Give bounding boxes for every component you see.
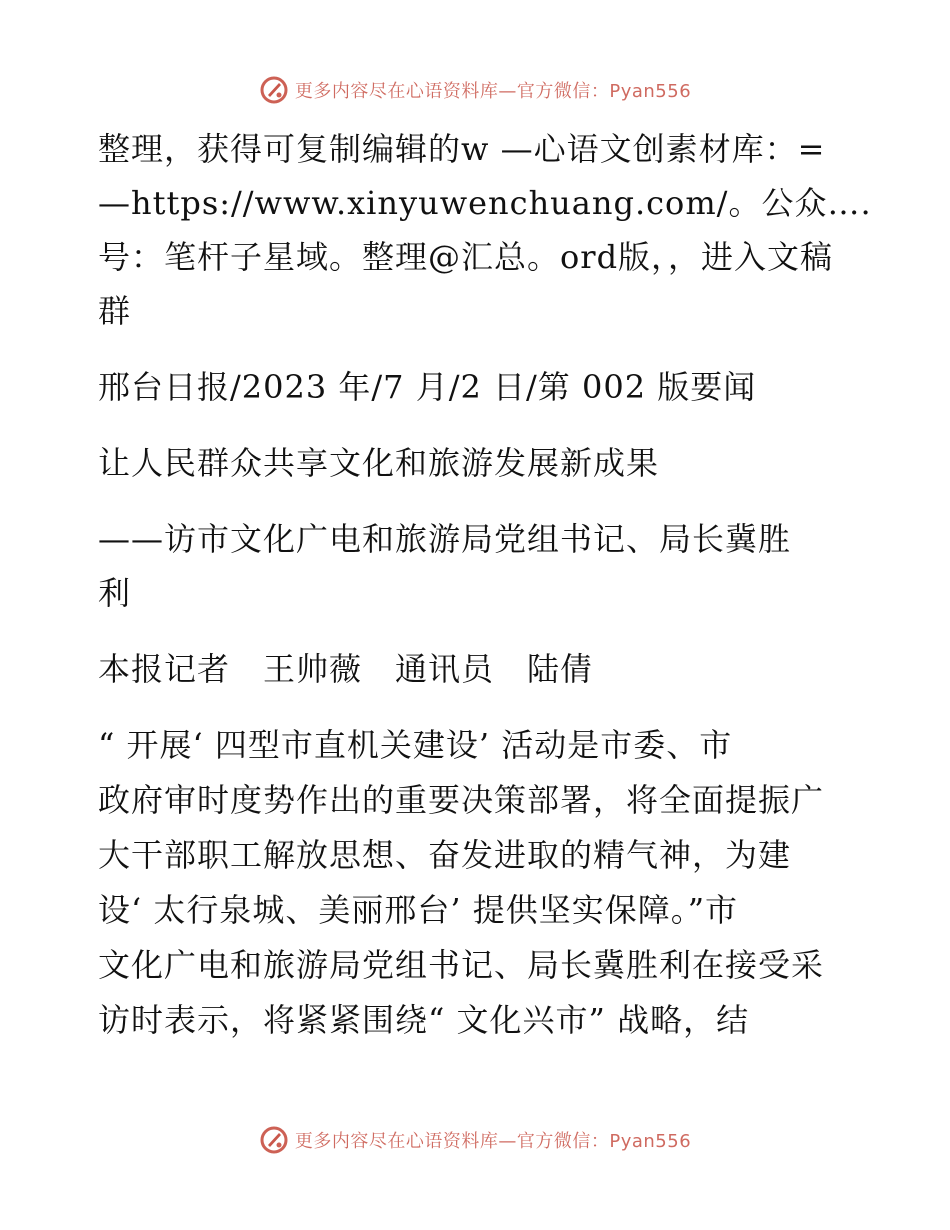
header-note-line: 群 <box>98 292 132 330</box>
header-note-line: —https://www.xinyuwenchuang.com/。公众…. <box>98 184 872 222</box>
paragraph-line: 访时表示，将紧紧围绕“ 文化兴市” 战略，结 <box>98 1001 750 1039</box>
subtitle-line: ——访市文化广电和旅游局党组书记、局长冀胜 <box>98 520 792 558</box>
source-line: 邢台日报/2023 年/7 月/2 日/第 002 版要闻 <box>98 368 757 406</box>
xinyu-logo-icon <box>259 75 289 105</box>
article-title-block <box>98 436 858 490</box>
paragraph-line: “ 开展‘ 四型市直机关建设’ 活动是市委、市 <box>98 726 733 764</box>
bottom-watermark-banner <box>0 1120 950 1160</box>
header-note <box>98 122 872 338</box>
body-paragraph <box>98 718 858 1048</box>
top-watermark-banner <box>0 70 950 110</box>
article-title: 让人民群众共享文化和旅游发展新成果 <box>98 444 660 482</box>
paragraph-line: 文化广电和旅游局党组书记、局长冀胜利在接受采 <box>98 946 825 984</box>
subtitle-line: 利 <box>98 574 132 612</box>
xinyu-logo-icon <box>259 1125 289 1155</box>
article-subtitle <box>98 512 858 620</box>
source-info <box>98 360 858 414</box>
document-body <box>98 122 872 1048</box>
byline-block <box>98 642 858 696</box>
byline: 本报记者 王帅薇 通讯员 陆倩 <box>98 650 594 688</box>
header-note-line: 号：笔杆子星域。整理@汇总。ord版，，进入文稿 <box>98 238 834 276</box>
watermark-text: 更多内容尽在心语资料库—官方微信：Pyan556 <box>294 81 692 102</box>
paragraph-line: 设‘ 太行泉城、美丽邢台’ 提供坚实保障。”市 <box>98 891 739 929</box>
paragraph-line: 政府审时度势作出的重要决策部署，将全面提振广 <box>98 781 825 819</box>
watermark <box>259 75 691 105</box>
watermark-text: 更多内容尽在心语资料库—官方微信：Pyan556 <box>294 1131 692 1152</box>
watermark <box>259 1125 691 1155</box>
paragraph-line: 大干部职工解放思想、奋发进取的精气神，为建 <box>98 836 792 874</box>
header-note-line: 整理，获得可复制编辑的w —心语文创素材库：= <box>98 130 826 168</box>
